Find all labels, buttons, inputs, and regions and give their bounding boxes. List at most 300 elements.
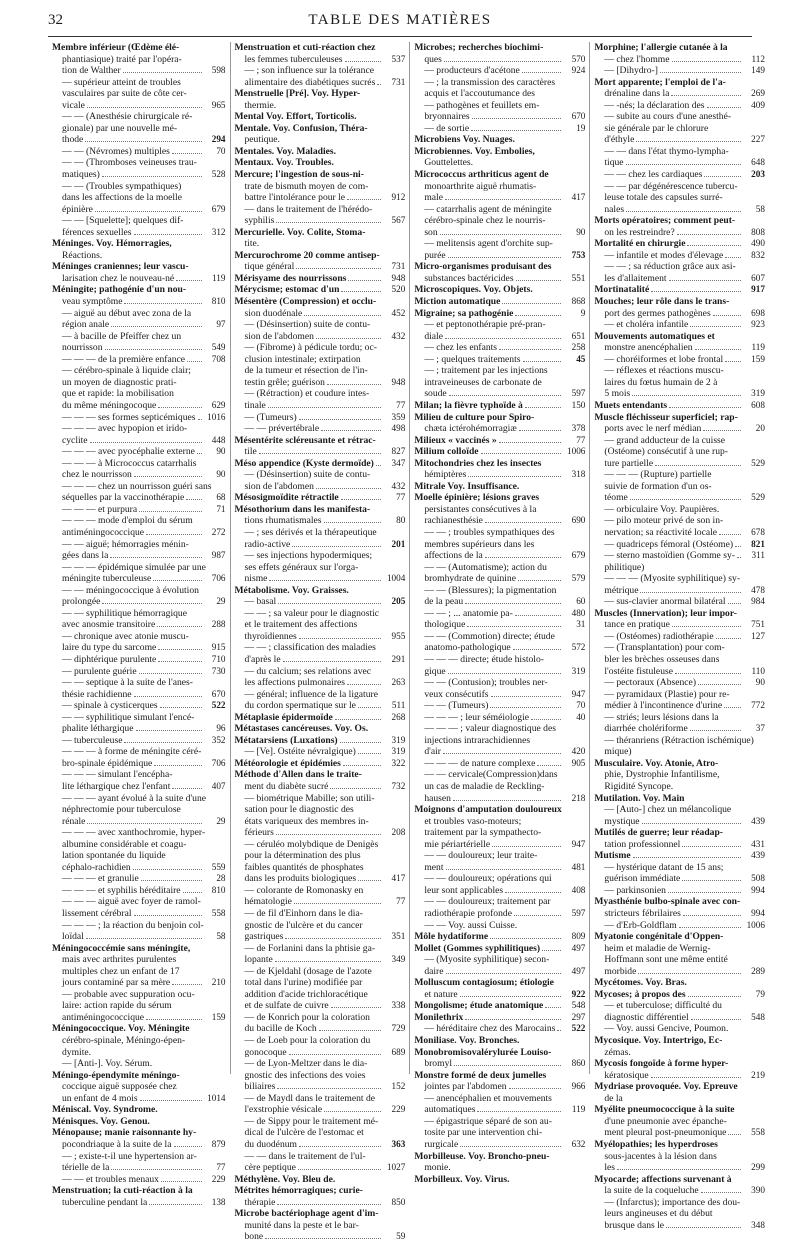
page-ref: 478 [751,584,765,595]
index-entry-line [414,65,585,77]
entry-text: purée [424,249,446,261]
entry-text: — pectoraux (Absence) [604,677,697,689]
page-ref: 651 [571,330,586,341]
index-entry-line [594,111,765,123]
index-entry-heading [235,296,406,308]
page-ref: 912 [391,192,406,203]
index-entry-line [235,100,406,112]
page-ref: 448 [211,434,226,445]
index-entry-heading [414,1000,585,1012]
page-ref: 808 [751,226,765,237]
entry-text: sie générale par le chlorure [604,122,709,134]
index-entry-line [52,585,226,597]
entry-text: céphalo-rachidien [62,861,131,873]
header-rule [48,36,752,37]
index-entry-line [52,1093,226,1105]
page-ref: 58 [216,931,226,942]
entry-text: d'air [424,746,441,758]
entry-text: Menstruation; la cuti-réaction à la [52,1185,193,1197]
entry-text: — et peptonothérapie pré-pran- [424,319,546,331]
page-ref: 203 [751,169,765,180]
entry-text: nourrisson [62,342,103,354]
page-ref: 689 [391,1046,406,1057]
index-entry-line [594,1151,765,1163]
index-entry-line [594,88,765,100]
index-entry-line [594,515,765,527]
entry-text: Méningite; pathogénie d'un nou- [52,284,187,296]
index-entry-line [235,1139,406,1151]
page-ref: 670 [571,111,586,122]
index-entry-line [414,1127,585,1139]
entry-text: Mycétomes. Voy. Bras. [594,977,687,989]
leader-dots [172,153,202,154]
index-entry-line [414,862,585,874]
entry-text: diale [424,330,443,342]
entry-text: traitement par la sympathecto- [424,827,542,839]
index-entry-line [52,562,226,574]
page-ref: 90 [755,677,765,688]
entry-text: persistantes consécutives à la [424,503,537,515]
leader-dots [522,72,562,73]
leader-dots [724,707,741,708]
entry-text: son [424,226,438,238]
entry-text: — subite au cours d'une anesthé- [604,111,732,123]
index-entry-heading [414,977,585,989]
entry-text: Mutisme [594,850,631,862]
entry-text: brusque dans le [604,1219,665,1231]
entry-text: Métastases cancéreuses. Voy. Os. [234,723,369,735]
index-entry-line [235,1197,406,1209]
entry-text: jours contaminé par sa mère [62,977,171,989]
page-ref: 110 [751,665,765,676]
page-ref: 96 [216,723,226,734]
entry-text: Miction automatique [414,296,501,308]
entry-text: cyclite [62,434,88,446]
index-entry-line [414,746,585,758]
entry-text: leuse totale des capsules surré- [604,192,723,204]
page-ref: 229 [391,1104,406,1115]
index-entry-line [594,966,765,978]
index-entry-line [235,677,406,689]
leader-dots [133,869,202,870]
leader-dots [347,199,381,200]
entry-text: Mutilation. Voy. Main [594,792,685,804]
index-entry-line [414,816,585,828]
entry-text: Mérisyame des nourrissons [234,272,347,284]
index-entry-heading [414,435,585,447]
page-ref: 572 [571,642,586,653]
entry-text: thésie rachidienne [62,688,132,700]
leader-dots [358,880,381,881]
index-entry-heading [414,804,585,816]
entry-text: Méninges. Voy. Hémorragies, [52,238,172,250]
leader-dots [157,626,201,627]
entry-text: — anencéphalien et mouvements [424,1092,552,1104]
index-entry-heading [414,458,585,470]
entry-text: — — méningococcique à évolution [62,584,199,596]
entry-text: cère peptique [244,1162,296,1174]
entry-text: multiples chez un enfant de 17 [62,965,180,977]
index-entry-line [52,250,226,262]
page-ref: 917 [751,284,765,295]
leader-dots [460,1146,561,1147]
entry-text: — — syphilitique simulant l'encé- [62,711,195,723]
index-entry-line [594,920,765,932]
entry-text: phantiasique) traité par l'opéra- [62,53,182,65]
entry-text: — — septique à la suite de l'anes- [62,677,193,689]
page-ref: 348 [751,1219,765,1230]
leader-dots [669,280,741,281]
leader-dots [707,107,741,108]
leader-dots [655,465,741,466]
index-entry-line [414,250,585,262]
leader-dots [443,753,561,754]
index-entry-line [414,54,585,66]
index-entry-line [52,723,226,735]
entry-text: Mycoses; à propos des [594,988,686,1000]
entry-text: Mentale. Voy. Confusion, Théra- [234,122,368,134]
entry-text: — de fil d'Einhorn dans le dia- [244,908,363,920]
index-entry-line [52,873,226,885]
leader-dots [161,1181,202,1182]
entry-text: — de Maydl dans le traitement de [244,1092,376,1104]
leader-dots [294,903,381,904]
index-entry-line [52,1000,226,1012]
leader-dots [289,1054,382,1055]
index-entry-line [414,504,585,516]
index-entry-line [414,839,585,851]
index-entry-line [594,273,765,285]
page-ref: 860 [571,1058,586,1069]
index-entry-line [414,423,585,435]
index-entry-line [594,1093,765,1105]
entry-text: Mitochondries chez les insectes [414,457,542,469]
leader-dots [259,453,382,454]
leader-dots [698,684,741,685]
page-ref: 529 [751,457,765,468]
index-entry-line [594,642,765,654]
index-entry-heading [594,896,765,908]
index-entry-heading [414,1151,585,1163]
index-entry-heading [414,284,585,296]
entry-text: — — syphilitique hémorragique [62,607,187,619]
page-ref: 923 [751,319,765,330]
leader-dots [477,1111,561,1112]
entry-text: Mercurochrome 20 comme antisep- [234,249,380,261]
entry-text: Mésosigmoïdite rétractile [234,492,339,504]
index-entry-heading [594,827,765,839]
entry-text: — — — avec xanthochromie, hyper- [62,827,206,839]
entry-text: 5 mois [604,388,631,400]
page-ref: 60 [576,596,586,607]
page-ref: 905 [571,757,586,768]
leader-dots [123,72,202,73]
index-entry-line [52,896,226,908]
entry-text: — céruléo molybdique de Denigès [244,838,379,850]
entry-text: — de sortie [424,122,470,134]
index-entry-line [52,573,226,585]
index-entry-line [414,723,585,735]
index-entry-line [414,319,585,331]
leader-dots [283,661,382,662]
entry-text: antiméningococcique [62,1011,145,1023]
entry-text: radiothérapie profonde [424,908,512,920]
page-ref: 537 [391,53,406,64]
entry-text: battre l'intolérance pour le [244,192,346,204]
index-entry-line [235,423,406,435]
index-entry-line [52,88,226,100]
entry-text: Myélite pneumococcique à la suite [594,1104,735,1116]
index-entry-line [414,539,585,551]
index-entry-line [414,631,585,643]
index-entry-line [52,227,226,239]
index-entry-line [52,515,226,527]
leader-dots [626,164,741,165]
index-entry-line [594,1023,765,1035]
page-ref: 349 [391,954,406,965]
index-entry-line [235,619,406,631]
index-entry-line [594,319,765,331]
index-entry-line [52,77,226,89]
index-entry-line [52,666,226,678]
leader-dots [275,961,382,962]
page-ref: 1027 [386,1162,406,1173]
index-entry-line [52,192,226,204]
leader-dots [454,1065,561,1066]
index-entry-line [594,227,765,239]
entry-text: Morphine; l'allergie cutanée à la [594,42,728,53]
page-ref: 994 [751,908,765,919]
entry-text: rachianesthésie [424,515,483,527]
index-entry-line [52,435,226,447]
leader-dots [174,1146,202,1147]
leader-dots [545,1007,561,1008]
index-entry-line [594,481,765,493]
page-ref: 432 [391,480,406,491]
index-entry-line [594,423,765,435]
page-ref: 409 [751,99,765,110]
index-entry-line [52,146,226,158]
index-entry-line [52,273,226,285]
entry-text: biliaires [244,1081,276,1093]
page-ref: 984 [751,596,765,607]
entry-text: clusion intestinale; extirpation [244,353,361,365]
entry-text: — chronique avec atonie muscu- [62,630,189,642]
page-ref: 868 [571,296,586,307]
leader-dots [444,61,561,62]
entry-text: du bacille de Koch [244,1023,317,1035]
index-entry-line [235,134,406,146]
index-entry-line [414,619,585,631]
leader-dots [95,211,202,212]
index-entry-heading [594,400,765,412]
leader-dots [716,638,741,639]
index-entry-line [235,192,406,204]
entry-text: on les restreindre? [604,226,675,238]
entry-text: gique [424,665,446,677]
entry-text: Méningo-épendymite méningo- [52,1069,180,1081]
page-ref: 708 [211,353,226,364]
index-entry-line [414,850,585,862]
page-ref: 312 [211,226,226,237]
index-entry-line [594,100,765,112]
index-entry-line [414,793,585,805]
entry-text: — — ; classification des maladies [244,642,376,654]
index-column-3 [409,42,589,1185]
entry-text: kératosique [604,1069,649,1081]
page-ref: 90 [576,226,586,237]
entry-text: hausen [424,792,451,804]
index-entry-line [52,296,226,308]
page-ref: 1004 [386,573,406,584]
index-entry-line [594,619,765,631]
page-ref: 289 [751,965,765,976]
entry-text: — et choléra infantile [604,319,689,331]
index-entry-heading [235,585,406,597]
leader-dots [630,499,741,500]
page-ref: 827 [391,446,406,457]
entry-text: injections intrarachidiennes [424,734,531,746]
leader-dots [335,719,381,720]
entry-text: laires du fœtus humain de 2 à [604,376,718,388]
entry-text: ment [424,861,444,873]
index-entry-line [235,1220,406,1232]
leader-dots [509,1088,562,1089]
page-ref: 127 [751,630,765,641]
index-entry-heading [414,400,585,412]
entry-text: (Ostéome) consécutif à une rup- [604,446,728,458]
page-ref: 706 [211,573,226,584]
entry-text: tuberculine pendant la [62,1196,148,1208]
entry-text: Mercure; l'ingestion de sous-ni- [234,169,364,181]
entry-text: — — — de la première enfance [62,353,186,365]
entry-text: sation pour le diagnostic des [244,804,354,816]
page-ref: 71 [216,503,226,514]
page-ref: 480 [571,607,586,618]
index-entry-line [235,446,406,458]
index-entry-line [235,354,406,366]
index-entry-heading [594,931,765,943]
page-ref: 149 [751,65,765,76]
entry-text: — — — aiguë avec foyer de ramol- [62,896,201,908]
entry-text: du duodénum [244,1138,297,1150]
page-ref: 119 [751,342,765,353]
entry-text: — réflexes et réactions muscu- [604,365,724,377]
entry-text: sion de l'abdomen [244,480,314,492]
leader-dots [440,234,562,235]
page-number: 32 [48,12,63,28]
leader-dots [278,603,381,604]
index-entry-line [414,342,585,354]
entry-text: daire [424,965,444,977]
index-entry-line [594,435,765,447]
entry-text: mais avec arthrites purulentes [62,954,177,966]
entry-text: — héréditaire chez des Marocains [424,1023,556,1035]
index-entry-line [594,908,765,920]
entry-text: thyroïdiennes [244,630,297,642]
index-entry-line [52,204,226,216]
page-ref: 529 [751,492,765,503]
page-ref: 218 [571,792,586,803]
page-ref: 269 [751,88,765,99]
leader-dots [448,257,562,258]
entry-text: l'ostéite fistuleuse [604,665,673,677]
page-ref: 948 [391,376,406,387]
index-entry-line [235,481,406,493]
index-entry-line [235,308,406,320]
leader-dots [672,626,741,627]
index-entry-line [52,354,226,366]
entry-text: Microbe bactériophage agent d'im- [234,1208,379,1220]
leader-dots [515,315,561,316]
leader-dots [285,938,381,939]
leader-dots [725,361,741,362]
page-ref: 319 [751,388,765,399]
page-ref: 319 [391,746,406,757]
page-ref: 548 [571,1000,586,1011]
index-entry-line [414,77,585,89]
index-entry-line [52,642,226,654]
page-ref: 138 [211,1196,226,1207]
entry-text: addition d'acide trichloracétique [244,988,368,1000]
leader-dots [154,765,201,766]
index-entry-heading [52,261,226,273]
index-entry-line [235,77,406,89]
index-entry-line [52,469,226,481]
index-entry-line [52,458,226,470]
entry-text: du cordon spermatique sur le [244,700,356,712]
leader-dots [124,303,201,304]
index-entry-heading [52,1104,226,1116]
index-entry-line [414,689,585,701]
index-entry-line [235,1162,406,1174]
index-entry-line [52,966,226,978]
leader-dots [502,303,561,304]
index-entry-line [52,539,226,551]
entry-text: tique [604,157,624,169]
index-entry-line [594,735,765,747]
index-entry-line [52,504,226,516]
index-entry-line [52,1197,226,1209]
index-entry-line [235,261,406,273]
index-entry-heading [52,284,226,296]
index-entry-line [235,562,406,574]
index-entry-line [594,700,765,712]
entry-text: membres supérieurs dans les [424,538,535,550]
leader-dots [728,1134,741,1135]
entry-text: tite. [244,238,260,250]
page-ref: 710 [211,653,226,664]
leader-dots [299,638,382,639]
entry-text: Muets entendants [594,399,668,411]
page-ref: 272 [211,526,226,537]
entry-text: hématologie [244,896,292,908]
index-entry-line [594,746,765,758]
entry-text: tile [244,446,257,458]
index-columns [48,42,765,1243]
index-entry-line [52,654,226,666]
index-entry-line [414,1139,585,1151]
entry-text: bro-spinale épidémique [62,757,153,769]
entry-text: Morts opératoires; comment peut- [594,215,736,227]
entry-text: sion de l'abdomen [244,330,314,342]
page-ref: 924 [571,65,586,76]
index-entry-line [235,793,406,805]
leader-dots [651,1077,741,1078]
entry-text: ses effets généraux sur l'orga- [244,561,359,573]
page-ref: 77 [216,1162,226,1173]
leader-dots [158,649,201,650]
